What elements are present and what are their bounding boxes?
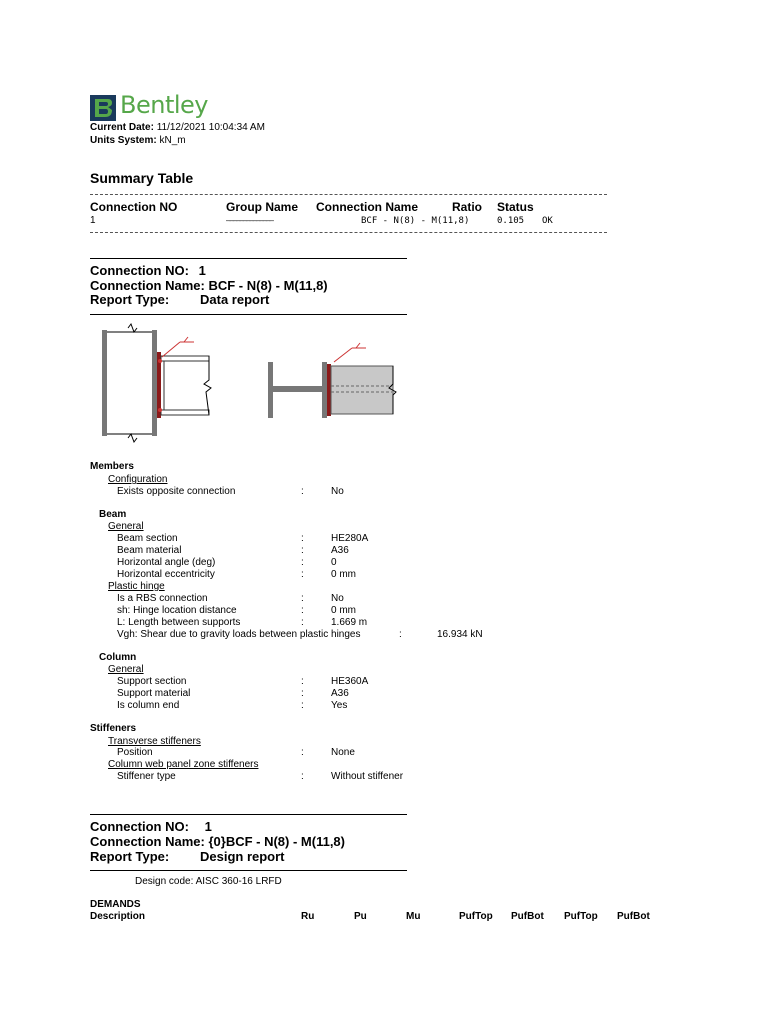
demands-title: DEMANDS bbox=[90, 899, 141, 910]
divider bbox=[90, 232, 607, 233]
table-row bbox=[90, 215, 610, 228]
column-general-heading: General bbox=[108, 664, 144, 675]
separator: : bbox=[301, 688, 304, 699]
current-date-label: Current Date: bbox=[90, 122, 154, 133]
list-value: 0 bbox=[331, 557, 337, 568]
summary-col-ratio: Ratio bbox=[452, 200, 482, 214]
summary-col-status: Status bbox=[497, 200, 534, 214]
brand-name: Bentley bbox=[120, 91, 208, 119]
list-item: Support material bbox=[117, 688, 191, 699]
list-value: No bbox=[331, 593, 344, 604]
conn-name-value: {0}BCF - N(8) - M(11,8) bbox=[208, 834, 345, 849]
list-item: Horizontal eccentricity bbox=[117, 569, 215, 580]
summary-header bbox=[90, 200, 610, 215]
summary-col-group: Group Name bbox=[226, 200, 299, 214]
list-value: HE360A bbox=[331, 676, 369, 687]
conn-no-line bbox=[90, 263, 206, 278]
conn-name-line bbox=[90, 278, 328, 293]
row-group: —————————————— bbox=[226, 216, 273, 225]
conn-name-line bbox=[90, 834, 345, 849]
bentley-logo bbox=[90, 91, 220, 122]
separator: : bbox=[301, 557, 304, 568]
report-type-value: Design report bbox=[200, 849, 285, 864]
list-value: Yes bbox=[331, 700, 348, 711]
connection-drawing-side bbox=[98, 322, 223, 444]
configuration-heading: Configuration bbox=[108, 474, 168, 485]
row-no: 1 bbox=[90, 215, 96, 226]
section-rule bbox=[90, 258, 407, 259]
summary-col-no: Connection NO bbox=[90, 200, 178, 214]
list-value: 0 mm bbox=[331, 569, 356, 580]
demands-col-pufbot: PufBot bbox=[511, 911, 544, 922]
separator: : bbox=[399, 629, 402, 640]
list-value: Without stiffener bbox=[331, 771, 404, 782]
connection-drawing-section bbox=[264, 340, 404, 422]
current-date-line bbox=[90, 122, 265, 133]
separator: : bbox=[301, 593, 304, 604]
demands-col-description: Description bbox=[90, 911, 146, 922]
list-item: sh: Hinge location distance bbox=[117, 605, 237, 616]
list-value: None bbox=[331, 747, 355, 758]
divider bbox=[90, 194, 607, 195]
row-ratio: 0.105 bbox=[497, 216, 525, 226]
row-status: OK bbox=[542, 216, 553, 226]
demands-col-puftop-2: PufTop bbox=[564, 911, 598, 922]
separator: : bbox=[301, 569, 304, 580]
summary-title: Summary Table bbox=[90, 170, 194, 186]
list-item: Is column end bbox=[117, 700, 180, 711]
conn-no-value: 1 bbox=[204, 819, 212, 834]
demands-col-pu: Pu bbox=[354, 911, 367, 922]
report-type-line bbox=[90, 849, 285, 864]
list-value: A36 bbox=[331, 545, 349, 556]
separator: : bbox=[301, 747, 304, 758]
separator: : bbox=[301, 486, 304, 497]
separator: : bbox=[301, 605, 304, 616]
report-type-value: Data report bbox=[200, 292, 270, 307]
list-item: L: Length between supports bbox=[117, 617, 241, 628]
report-type-label: Report Type: bbox=[90, 849, 170, 864]
beam-general-heading: General bbox=[108, 521, 144, 532]
report-type-line bbox=[90, 292, 270, 307]
stiffeners-title: Stiffeners bbox=[90, 723, 137, 734]
list-item: Exists opposite connection bbox=[117, 486, 236, 497]
conn-no-value: 1 bbox=[198, 263, 206, 278]
separator: : bbox=[301, 700, 304, 711]
list-item: Horizontal angle (deg) bbox=[117, 557, 216, 568]
demands-col-puftop: PufTop bbox=[459, 911, 493, 922]
list-item: Beam section bbox=[117, 533, 178, 544]
conn-no-line bbox=[90, 819, 212, 834]
separator: : bbox=[301, 676, 304, 687]
current-date-value: 11/12/2021 10:04:34 AM bbox=[156, 122, 265, 133]
section-rule bbox=[90, 870, 407, 871]
list-item: Is a RBS connection bbox=[117, 593, 208, 604]
conn-name-label: Connection Name: bbox=[90, 278, 205, 293]
row-name: BCF - N(8) - M(11,8) bbox=[361, 216, 470, 226]
beam-title: Beam bbox=[99, 509, 127, 520]
summary-col-name: Connection Name bbox=[316, 200, 419, 214]
panel-zone-heading: Column web panel zone stiffeners bbox=[108, 759, 259, 770]
separator: : bbox=[301, 771, 304, 782]
list-item: Position bbox=[117, 747, 153, 758]
list-item: Support section bbox=[117, 676, 187, 687]
demands-col-mu: Mu bbox=[406, 911, 421, 922]
separator: : bbox=[301, 545, 304, 556]
units-line bbox=[90, 135, 186, 146]
demands-header bbox=[90, 911, 670, 924]
list-value: A36 bbox=[331, 688, 349, 699]
list-value: 16.934 kN bbox=[437, 629, 483, 640]
members-title: Members bbox=[90, 461, 134, 472]
section-rule bbox=[90, 814, 407, 815]
units-value: kN_m bbox=[159, 135, 186, 146]
conn-no-label: Connection NO: bbox=[90, 819, 189, 834]
conn-name-label: Connection Name: bbox=[90, 834, 205, 849]
list-item: Stiffener type bbox=[117, 771, 176, 782]
demands-col-ru: Ru bbox=[301, 911, 315, 922]
conn-no-label: Connection NO: bbox=[90, 263, 189, 278]
list-value: 0 mm bbox=[331, 605, 356, 616]
demands-col-pufbot-2: PufBot bbox=[617, 911, 650, 922]
list-item: Beam material bbox=[117, 545, 182, 556]
list-value: 1.669 m bbox=[331, 617, 368, 628]
conn-name-value: BCF - N(8) - M(11,8) bbox=[208, 278, 328, 293]
design-code: Design code: AISC 360-16 LRFD bbox=[135, 876, 282, 887]
plastic-hinge-heading: Plastic hinge bbox=[108, 581, 165, 592]
list-item: Vgh: Shear due to gravity loads between plastic hinges bbox=[117, 629, 361, 640]
column-title: Column bbox=[99, 652, 137, 663]
units-label: Units System: bbox=[90, 135, 157, 146]
transverse-heading: Transverse stiffeners bbox=[108, 736, 201, 747]
separator: : bbox=[301, 533, 304, 544]
bentley-b-icon bbox=[90, 95, 116, 121]
report-type-label: Report Type: bbox=[90, 292, 170, 307]
list-value: No bbox=[331, 486, 344, 497]
separator: : bbox=[301, 617, 304, 628]
section-rule bbox=[90, 314, 407, 315]
list-value: HE280A bbox=[331, 533, 369, 544]
